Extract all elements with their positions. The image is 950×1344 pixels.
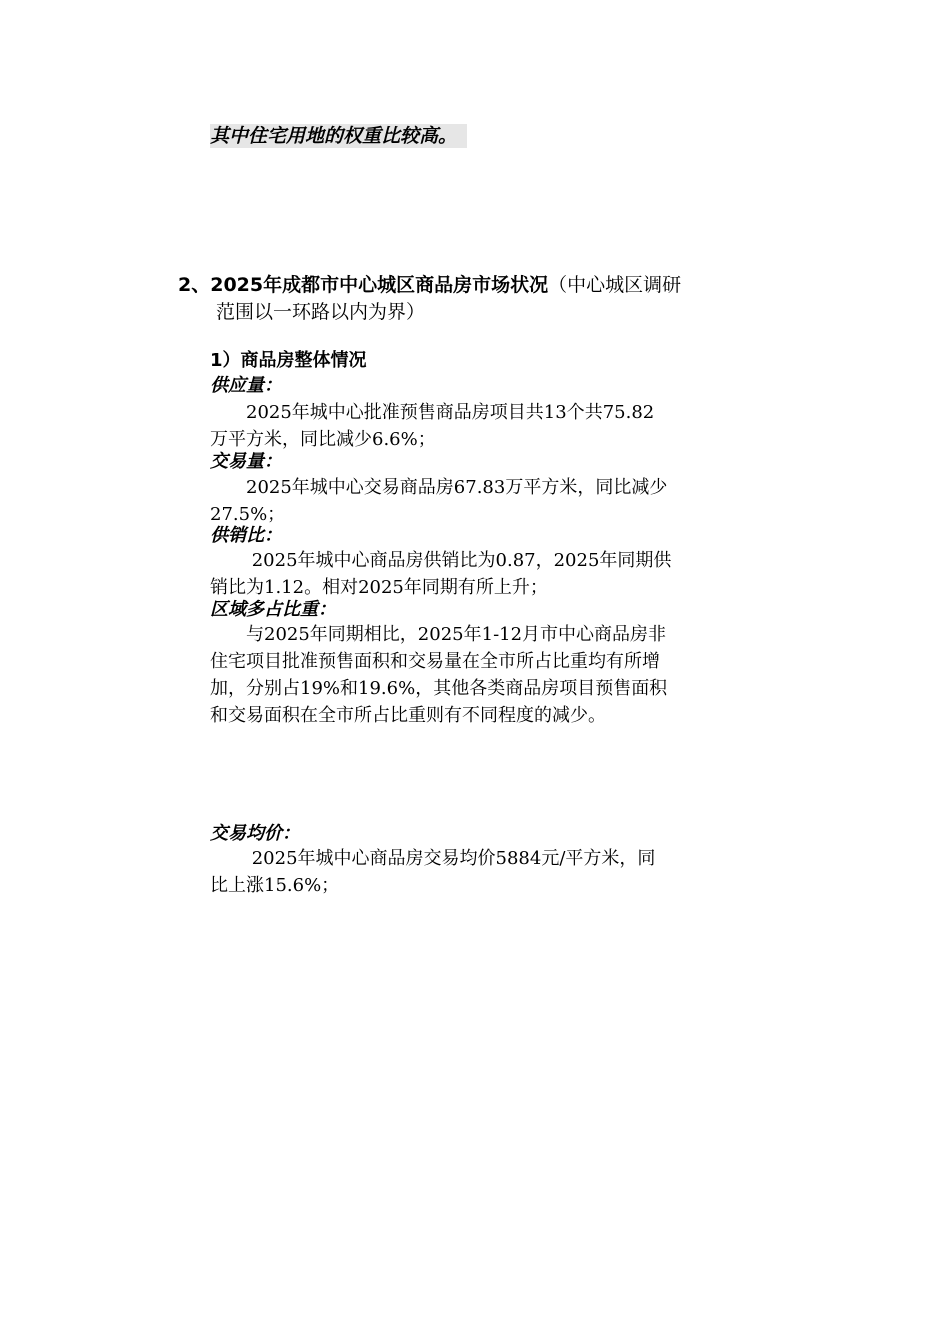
price-line-1: 2025年城中心商品房交易均价5884元/平方米，同 (210, 848, 656, 869)
supply-paragraph (210, 399, 808, 453)
ratio-paragraph (210, 547, 808, 601)
transaction-label: 交易量： (210, 451, 282, 472)
price-line-2: 比上涨15.6%； (210, 875, 340, 896)
region-line-3: 加，分别占19%和19.6%，其他各类商品房项目预售面积 (210, 678, 668, 699)
section-2-note-line1: （中心城区调研 (548, 274, 682, 296)
region-line-2: 住宅项目批准预售面积和交易量在全市所占比重均有所增 (210, 651, 660, 672)
section-2-title: 2、2025年成都市中心城区商品房市场状况 (178, 274, 549, 296)
subsection-1-heading: 1）商品房整体情况 (210, 350, 367, 371)
price-paragraph (210, 845, 808, 899)
intro-highlight-text (210, 124, 467, 148)
supply-line-2: 万平方米，同比减少6.6%； (210, 429, 436, 450)
transaction-line-1: 2025年城中心交易商品房67.83万平方米，同比减少 (210, 477, 668, 498)
supply-label: 供应量： (210, 375, 282, 396)
section-2-note-line2: 范围以一环路以内为界） (216, 301, 426, 323)
supply-line-1: 2025年城中心批准预售商品房项目共13个共75.82 (210, 402, 655, 423)
region-line-4: 和交易面积在全市所占比重则有不同程度的减少。 (210, 705, 606, 726)
region-label: 区域多占比重： (210, 599, 336, 620)
transaction-line-2: 27.5%； (210, 504, 286, 525)
section-2-heading (178, 272, 808, 326)
ratio-line-2: 销比为1.12。相对2025年同期有所上升； (210, 577, 548, 598)
intro-text: 其中住宅用地的权重比较高。 (210, 125, 458, 147)
region-paragraph (210, 621, 808, 729)
price-label: 交易均价： (210, 823, 300, 844)
ratio-line-1: 2025年城中心商品房供销比为0.87，2025年同期供 (210, 550, 672, 571)
region-line-1: 与2025年同期相比，2025年1-12月市中心商品房非 (210, 624, 667, 645)
ratio-label: 供销比： (210, 525, 282, 546)
transaction-paragraph (210, 474, 808, 528)
